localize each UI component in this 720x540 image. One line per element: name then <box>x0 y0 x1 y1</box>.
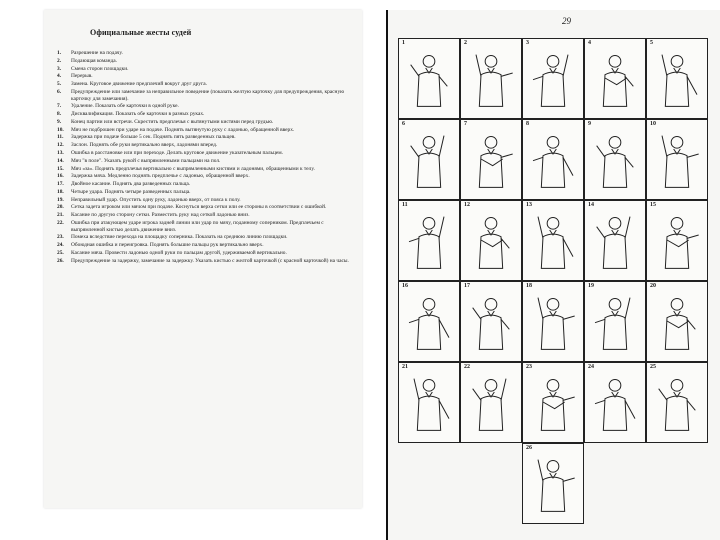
gesture-number: 2. <box>57 57 62 64</box>
gesture-number: 25. <box>57 249 64 256</box>
referee-figure-icon <box>525 372 581 442</box>
gesture-illustration-cell <box>584 281 646 362</box>
gesture-description: Мяч не подброшен при ударе на подаче. Поднять вытянутую руку с ладонью, обращенной вверх. <box>71 126 295 133</box>
gesture-illustration-cell <box>460 200 522 281</box>
gesture-illustration-cell <box>460 281 522 362</box>
gesture-description: Касание мяча. Провести ладонью одной руки по пальцам другой, удерживаемой вертикально. <box>71 249 287 256</box>
gesture-number: 5. <box>57 81 62 88</box>
gesture-number: 3. <box>57 65 62 72</box>
referee-figure-icon <box>587 129 643 199</box>
gesture-illustration-cell <box>646 119 708 200</box>
illustration-number: 18 <box>526 283 532 289</box>
gesture-number: 23. <box>57 234 64 241</box>
gesture-illustration-cell <box>522 443 584 524</box>
referee-figure-icon <box>401 48 457 118</box>
gesture-list-item <box>57 73 349 80</box>
gesture-list-item <box>57 189 349 196</box>
referee-figure-icon <box>401 291 457 361</box>
gesture-list-item <box>57 181 349 188</box>
gesture-list-item <box>57 119 349 126</box>
referee-figure-icon <box>587 48 643 118</box>
gesture-description: Удаление. Показать обе карточки в одной руке. <box>71 103 179 110</box>
gesture-description: Мяч "в поле". Указать рукой с выпрямленными пальцами на пол. <box>71 157 221 164</box>
gesture-illustration-cell <box>460 119 522 200</box>
gesture-list-item <box>57 166 349 173</box>
illustration-number: 24 <box>588 364 594 370</box>
gesture-illustration-cell <box>646 281 708 362</box>
referee-figure-icon <box>401 210 457 280</box>
gesture-description: Сетка задета игроком или мячом при подаче. Коснуться верха сетки или ее стороны в соответствии с ошибкой. <box>71 204 327 211</box>
illustration-number: 7 <box>464 121 467 127</box>
gesture-description: Четыре удара. Поднять четыре разведенных пальца. <box>71 188 191 195</box>
illustration-number: 12 <box>464 202 470 208</box>
gesture-list <box>57 50 349 266</box>
referee-figure-icon <box>587 372 643 442</box>
illustration-number: 25 <box>650 364 656 370</box>
gesture-description: Задержка при подаче больше 5 сек. Поднять пять разведенных пальцев. <box>71 134 236 141</box>
gesture-illustration-cell <box>460 38 522 119</box>
gesture-list-item <box>57 142 349 149</box>
gesture-list-item <box>57 66 349 73</box>
illustration-number: 13 <box>526 202 532 208</box>
gesture-number: 15. <box>57 165 64 172</box>
gesture-list-item <box>57 158 349 165</box>
gesture-description: Двойное касание. Поднять два разведенных пальца. <box>71 181 191 188</box>
referee-figure-icon <box>525 48 581 118</box>
illustration-number: 8 <box>526 121 529 127</box>
gesture-number: 18. <box>57 188 64 195</box>
gesture-list-item <box>57 212 349 219</box>
illustration-number: 2 <box>464 40 467 46</box>
gesture-description: Предупреждение за задержку, замечание за задержку. Указать кистью с желтой карточкой (с красной карточкой) на часы. <box>71 257 349 264</box>
gesture-description: Подающая команда. <box>71 57 118 64</box>
gesture-illustration-cell <box>646 200 708 281</box>
gesture-illustration-cell <box>398 200 460 281</box>
illustration-number: 15 <box>650 202 656 208</box>
referee-figure-icon <box>525 291 581 361</box>
gesture-number: 12. <box>57 142 64 149</box>
illustration-number: 4 <box>588 40 591 46</box>
gesture-illustration-cell <box>522 200 584 281</box>
gesture-list-item <box>57 58 349 65</box>
gesture-list-item <box>57 173 349 180</box>
referee-figure-icon <box>463 291 519 361</box>
gesture-illustration-cell <box>584 119 646 200</box>
gesture-description: Разрешение на подачу. <box>71 50 123 56</box>
gesture-illustration-cell <box>398 119 460 200</box>
illustration-number: 21 <box>402 364 408 370</box>
gesture-list-item <box>57 234 349 241</box>
gesture-list-item <box>57 150 349 157</box>
gesture-description: Задержка мяча. Медленно поднять предплечье с ладонью, обращенной вверх. <box>71 173 250 180</box>
gesture-list-item <box>57 220 349 233</box>
gesture-description: Дисквалификация. Показать обе карточки в разных руках. <box>71 111 205 118</box>
gesture-description: Помеха вследствие перехода на площадку соперника. Показать на среднюю линию площадки. <box>71 234 288 241</box>
gesture-number: 11. <box>57 134 64 141</box>
gesture-description: Предупреждение или замечание за неправильное поведение (показать желтую карточку для предупреждения, красную карточку для замечания). <box>71 88 345 102</box>
gesture-illustration-cell <box>646 38 708 119</box>
gesture-illustration-cell <box>460 362 522 443</box>
referee-figure-icon <box>401 129 457 199</box>
illustration-number: 11 <box>402 202 408 208</box>
gesture-illustration-grid <box>398 38 708 528</box>
illustration-number: 26 <box>526 445 532 451</box>
gesture-number: 8. <box>57 111 62 118</box>
gesture-number: 16. <box>57 173 64 180</box>
gesture-number: 13. <box>57 149 64 156</box>
referee-figure-icon <box>649 372 705 442</box>
referee-figure-icon <box>463 372 519 442</box>
gesture-number: 10. <box>57 126 64 133</box>
gesture-illustration-cell <box>584 38 646 119</box>
gesture-number: 9. <box>57 118 62 125</box>
illustration-number: 22 <box>464 364 470 370</box>
gesture-number: 7. <box>57 103 62 110</box>
illustration-number: 1 <box>402 40 405 46</box>
illustration-number: 6 <box>402 121 405 127</box>
gesture-list-item <box>57 111 349 118</box>
gesture-number: 24. <box>57 242 64 249</box>
gesture-description: Ошибка в расстановке или при переходе. Делать круговое движение указательным пальцем. <box>71 149 284 156</box>
gesture-description: Мяч «за». Поднять предплечья вертикально с выпрямленными кистями и ладонями, обращенными к телу. <box>71 165 315 172</box>
illustration-number: 14 <box>588 202 594 208</box>
gesture-description: Ошибка при атакующем ударе игрока задней линии или удар по мячу, поданному соперником. Предплечьем с выпрямленной кистью делать движение вниз. <box>71 220 324 233</box>
gesture-list-item <box>57 242 349 249</box>
gesture-list-item <box>57 50 349 57</box>
gesture-description: Перерыв. <box>71 73 93 80</box>
gesture-number: 20. <box>57 204 64 211</box>
referee-figure-icon <box>649 129 705 199</box>
gesture-list-item <box>57 89 349 102</box>
page-number: 29 <box>562 16 571 26</box>
gesture-number: 14. <box>57 157 64 164</box>
referee-figure-icon <box>587 291 643 361</box>
gesture-list-item <box>57 81 349 88</box>
illustration-number: 19 <box>588 283 594 289</box>
referee-figure-icon <box>401 372 457 442</box>
gesture-illustration-cell <box>522 119 584 200</box>
gesture-list-item <box>57 250 349 257</box>
gesture-illustration-cell <box>646 362 708 443</box>
referee-figure-icon <box>649 291 705 361</box>
gesture-illustration-cell <box>522 38 584 119</box>
gesture-number: 6. <box>57 88 62 95</box>
illustration-number: 16 <box>402 283 408 289</box>
gesture-list-item <box>57 134 349 141</box>
illustration-number: 23 <box>526 364 532 370</box>
referee-figure-icon <box>463 129 519 199</box>
gesture-list-item <box>57 127 349 134</box>
referee-figure-icon <box>525 129 581 199</box>
illustration-number: 17 <box>464 283 470 289</box>
illustration-number: 3 <box>526 40 529 46</box>
referee-figure-icon <box>649 48 705 118</box>
referee-figure-icon <box>463 48 519 118</box>
gesture-number: 1. <box>57 50 62 56</box>
gesture-illustration-cell <box>398 38 460 119</box>
referee-figure-icon <box>463 210 519 280</box>
gesture-number: 17. <box>57 181 64 188</box>
referee-figure-icon <box>525 210 581 280</box>
referee-figure-icon <box>649 210 705 280</box>
gesture-illustration-cell <box>398 281 460 362</box>
gesture-description: Касание по другую сторону сетки. Разместить руку над сеткой ладонью вниз. <box>71 212 250 219</box>
gesture-description: Неправильный удар. Опустить одну руку, ладонью вверх, от пояса к полу. <box>71 196 241 203</box>
gesture-list-item <box>57 103 349 110</box>
gesture-description: Смена сторон площадки. <box>71 65 129 72</box>
gesture-number: 4. <box>57 73 62 80</box>
referee-figure-icon <box>587 210 643 280</box>
gesture-illustration-cell <box>522 362 584 443</box>
illustration-number: 10 <box>650 121 656 127</box>
gesture-illustration-cell <box>584 200 646 281</box>
gesture-illustration-cell <box>398 362 460 443</box>
gesture-list-item <box>57 204 349 211</box>
gesture-description: Конец партии или встречи. Скрестить предплечья с вытянутыми кистями перед грудью. <box>71 118 274 125</box>
gesture-number: 22. <box>57 220 64 226</box>
gesture-number: 21. <box>57 212 64 219</box>
illustration-number: 20 <box>650 283 656 289</box>
gesture-illustration-cell <box>522 281 584 362</box>
gesture-description: Обоюдная ошибка и переигровка. Поднять большие пальцы рук вертикально вверх. <box>71 242 264 249</box>
gesture-number: 26. <box>57 257 64 264</box>
gesture-description: Замена. Круговое движение предплечий вокруг друг друга. <box>71 81 207 88</box>
gesture-description: Заслон. Поднять обе руки вертикально вверх, ладонями вперед. <box>71 142 218 149</box>
gesture-number: 19. <box>57 196 64 203</box>
page-title: Официальные жесты судей <box>90 28 192 37</box>
gesture-illustration-cell <box>584 362 646 443</box>
gesture-list-item <box>57 197 349 204</box>
illustration-number: 9 <box>588 121 591 127</box>
referee-figure-icon <box>525 453 581 523</box>
illustration-number: 5 <box>650 40 653 46</box>
gesture-list-item <box>57 258 349 265</box>
